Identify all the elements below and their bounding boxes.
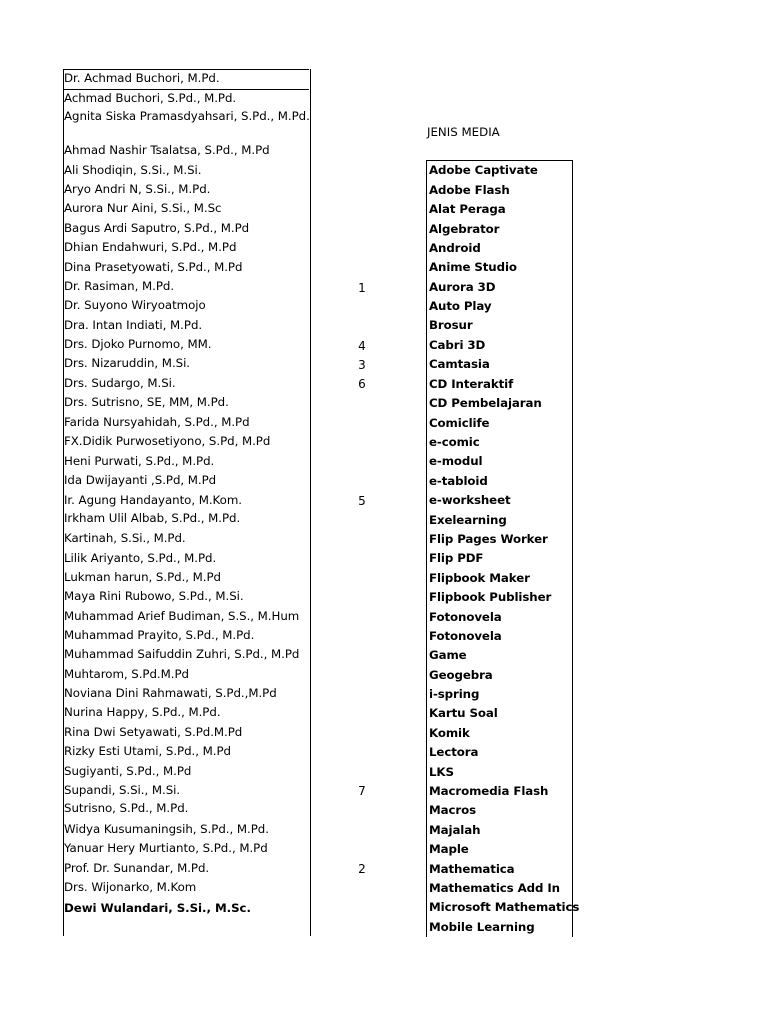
name-cell: Dewi Wulandari, S.Si., M.Sc. <box>64 901 251 915</box>
name-cell: Aryo Andri N, S.Si., M.Pd. <box>64 182 211 196</box>
media-cell: Alat Peraga <box>429 202 506 216</box>
media-table-frame <box>426 160 573 937</box>
name-cell: Ir. Agung Handayanto, M.Kom. <box>64 493 242 507</box>
name-cell: Drs. Sudargo, M.Si. <box>64 376 176 390</box>
name-cell: Sugiyanti, S.Pd., M.Pd <box>64 764 192 778</box>
media-cell: Komik <box>429 726 470 740</box>
media-cell: Kartu Soal <box>429 706 498 720</box>
name-cell: Maya Rini Rubowo, S.Pd., M.Si. <box>64 589 244 603</box>
media-cell: e-comic <box>429 435 480 449</box>
names-table-header-divider <box>63 89 309 90</box>
media-cell: Mathematica <box>429 862 515 876</box>
name-cell: Agnita Siska Pramasdyahsari, S.Pd., M.Pd. <box>64 109 310 123</box>
name-cell: Sutrisno, S.Pd., M.Pd. <box>64 801 189 815</box>
media-cell: Macros <box>429 803 477 817</box>
media-cell: Comiclife <box>429 416 490 430</box>
media-cell: Game <box>429 648 467 662</box>
name-cell: Ahmad Nashir Tsalatsa, S.Pd., M.Pd <box>64 143 270 157</box>
media-cell: Flip PDF <box>429 551 484 565</box>
media-cell: LKS <box>429 765 454 779</box>
name-cell: Dra. Intan Indiati, M.Pd. <box>64 318 203 332</box>
number-cell: 3 <box>358 358 366 372</box>
media-cell: e-modul <box>429 454 483 468</box>
name-cell: Nurina Happy, S.Pd., M.Pd. <box>64 705 221 719</box>
media-cell: Brosur <box>429 318 473 332</box>
media-cell: i-spring <box>429 687 480 701</box>
name-cell: Muhammad Saifuddin Zuhri, S.Pd., M.Pd <box>64 647 300 661</box>
media-cell: Mathematics Add In <box>429 881 560 895</box>
media-cell: e-worksheet <box>429 493 511 507</box>
name-cell: Farida Nursyahidah, S.Pd., M.Pd <box>64 415 250 429</box>
media-cell: Mobile Learning <box>429 920 535 934</box>
name-cell: Drs. Nizaruddin, M.Si. <box>64 356 191 370</box>
media-cell: Adobe Flash <box>429 183 510 197</box>
name-cell: Lilik Ariyanto, S.Pd., M.Pd. <box>64 551 217 565</box>
name-cell: Widya Kusumaningsih, S.Pd., M.Pd. <box>64 822 269 836</box>
name-cell: Noviana Dini Rahmawati, S.Pd.,M.Pd <box>64 686 277 700</box>
media-column-title: JENIS MEDIA <box>427 125 500 139</box>
media-cell: Flip Pages Worker <box>429 532 548 546</box>
name-cell: Kartinah, S.Si., M.Pd. <box>64 531 186 545</box>
media-cell: CD Pembelajaran <box>429 396 542 410</box>
media-cell: Exelearning <box>429 513 507 527</box>
name-cell: Ali Shodiqin, S.Si., M.Si. <box>64 163 202 177</box>
name-cell: Drs. Djoko Purnomo, MM. <box>64 337 212 351</box>
name-cell: Achmad Buchori, S.Pd., M.Pd. <box>64 91 237 105</box>
media-cell: Cabri 3D <box>429 338 486 352</box>
name-cell: Muhtarom, S.Pd.M.Pd <box>64 667 189 681</box>
name-cell: Yanuar Hery Murtianto, S.Pd., M.Pd <box>64 841 268 855</box>
media-cell: Android <box>429 241 481 255</box>
name-cell: Irkham Ulil Albab, S.Pd., M.Pd. <box>64 511 241 525</box>
name-cell: Heni Purwati, S.Pd., M.Pd. <box>64 454 215 468</box>
media-cell: Maple <box>429 842 469 856</box>
name-cell: Prof. Dr. Sunandar, M.Pd. <box>64 861 210 875</box>
name-cell: Ida Dwijayanti ,S.Pd, M.Pd <box>64 473 217 487</box>
number-cell: 2 <box>358 862 366 876</box>
media-cell: Aurora 3D <box>429 280 496 294</box>
media-cell: Majalah <box>429 823 481 837</box>
name-cell: Rizky Esti Utami, S.Pd., M.Pd <box>64 744 231 758</box>
media-cell: Fotonovela <box>429 629 502 643</box>
media-cell: Lectora <box>429 745 479 759</box>
media-cell: Algebrator <box>429 222 500 236</box>
media-cell: e-tabloid <box>429 474 488 488</box>
media-cell: Flipbook Maker <box>429 571 530 585</box>
number-cell: 5 <box>358 494 366 508</box>
media-cell: Fotonovela <box>429 610 502 624</box>
name-cell: Dr. Suyono Wiryoatmojo <box>64 298 206 312</box>
name-cell: Dr. Rasiman, M.Pd. <box>64 279 175 293</box>
name-cell: Aurora Nur Aini, S.Si., M.Sc <box>64 201 222 215</box>
name-cell: Dina Prasetyowati, S.Pd., M.Pd <box>64 260 243 274</box>
name-cell: Muhammad Arief Budiman, S.S., M.Hum <box>64 609 300 623</box>
media-cell: Camtasia <box>429 357 490 371</box>
media-cell: Macromedia Flash <box>429 784 549 798</box>
name-cell: Supandi, S.Si., M.Si. <box>64 783 181 797</box>
name-cell: Lukman harun, S.Pd., M.Pd <box>64 570 222 584</box>
media-cell: Auto Play <box>429 299 492 313</box>
media-cell: Adobe Captivate <box>429 163 538 177</box>
name-cell: Rina Dwi Setyawati, S.Pd.M.Pd <box>64 725 243 739</box>
name-cell: Muhammad Prayito, S.Pd., M.Pd. <box>64 628 255 642</box>
media-cell: CD Interaktif <box>429 377 514 391</box>
name-cell: Drs. Sutrisno, SE, MM, M.Pd. <box>64 395 229 409</box>
name-cell: Drs. Wijonarko, M.Kom <box>64 880 197 894</box>
name-cell: Dhian Endahwuri, S.Pd., M.Pd <box>64 240 237 254</box>
name-cell: Bagus Ardi Saputro, S.Pd., M.Pd <box>64 221 250 235</box>
media-cell: Geogebra <box>429 668 493 682</box>
name-cell: FX.Didik Purwosetiyono, S.Pd, M.Pd <box>64 434 271 448</box>
names-table-top-border <box>63 69 309 70</box>
number-cell: 1 <box>358 281 366 295</box>
media-cell: Flipbook Publisher <box>429 590 552 604</box>
media-cell: Anime Studio <box>429 260 517 274</box>
name-cell: Dr. Achmad Buchori, M.Pd. <box>64 71 220 85</box>
number-cell: 6 <box>358 377 366 391</box>
media-cell: Microsoft Mathematics <box>429 900 580 914</box>
number-cell: 4 <box>358 339 366 353</box>
number-cell: 7 <box>358 784 366 798</box>
